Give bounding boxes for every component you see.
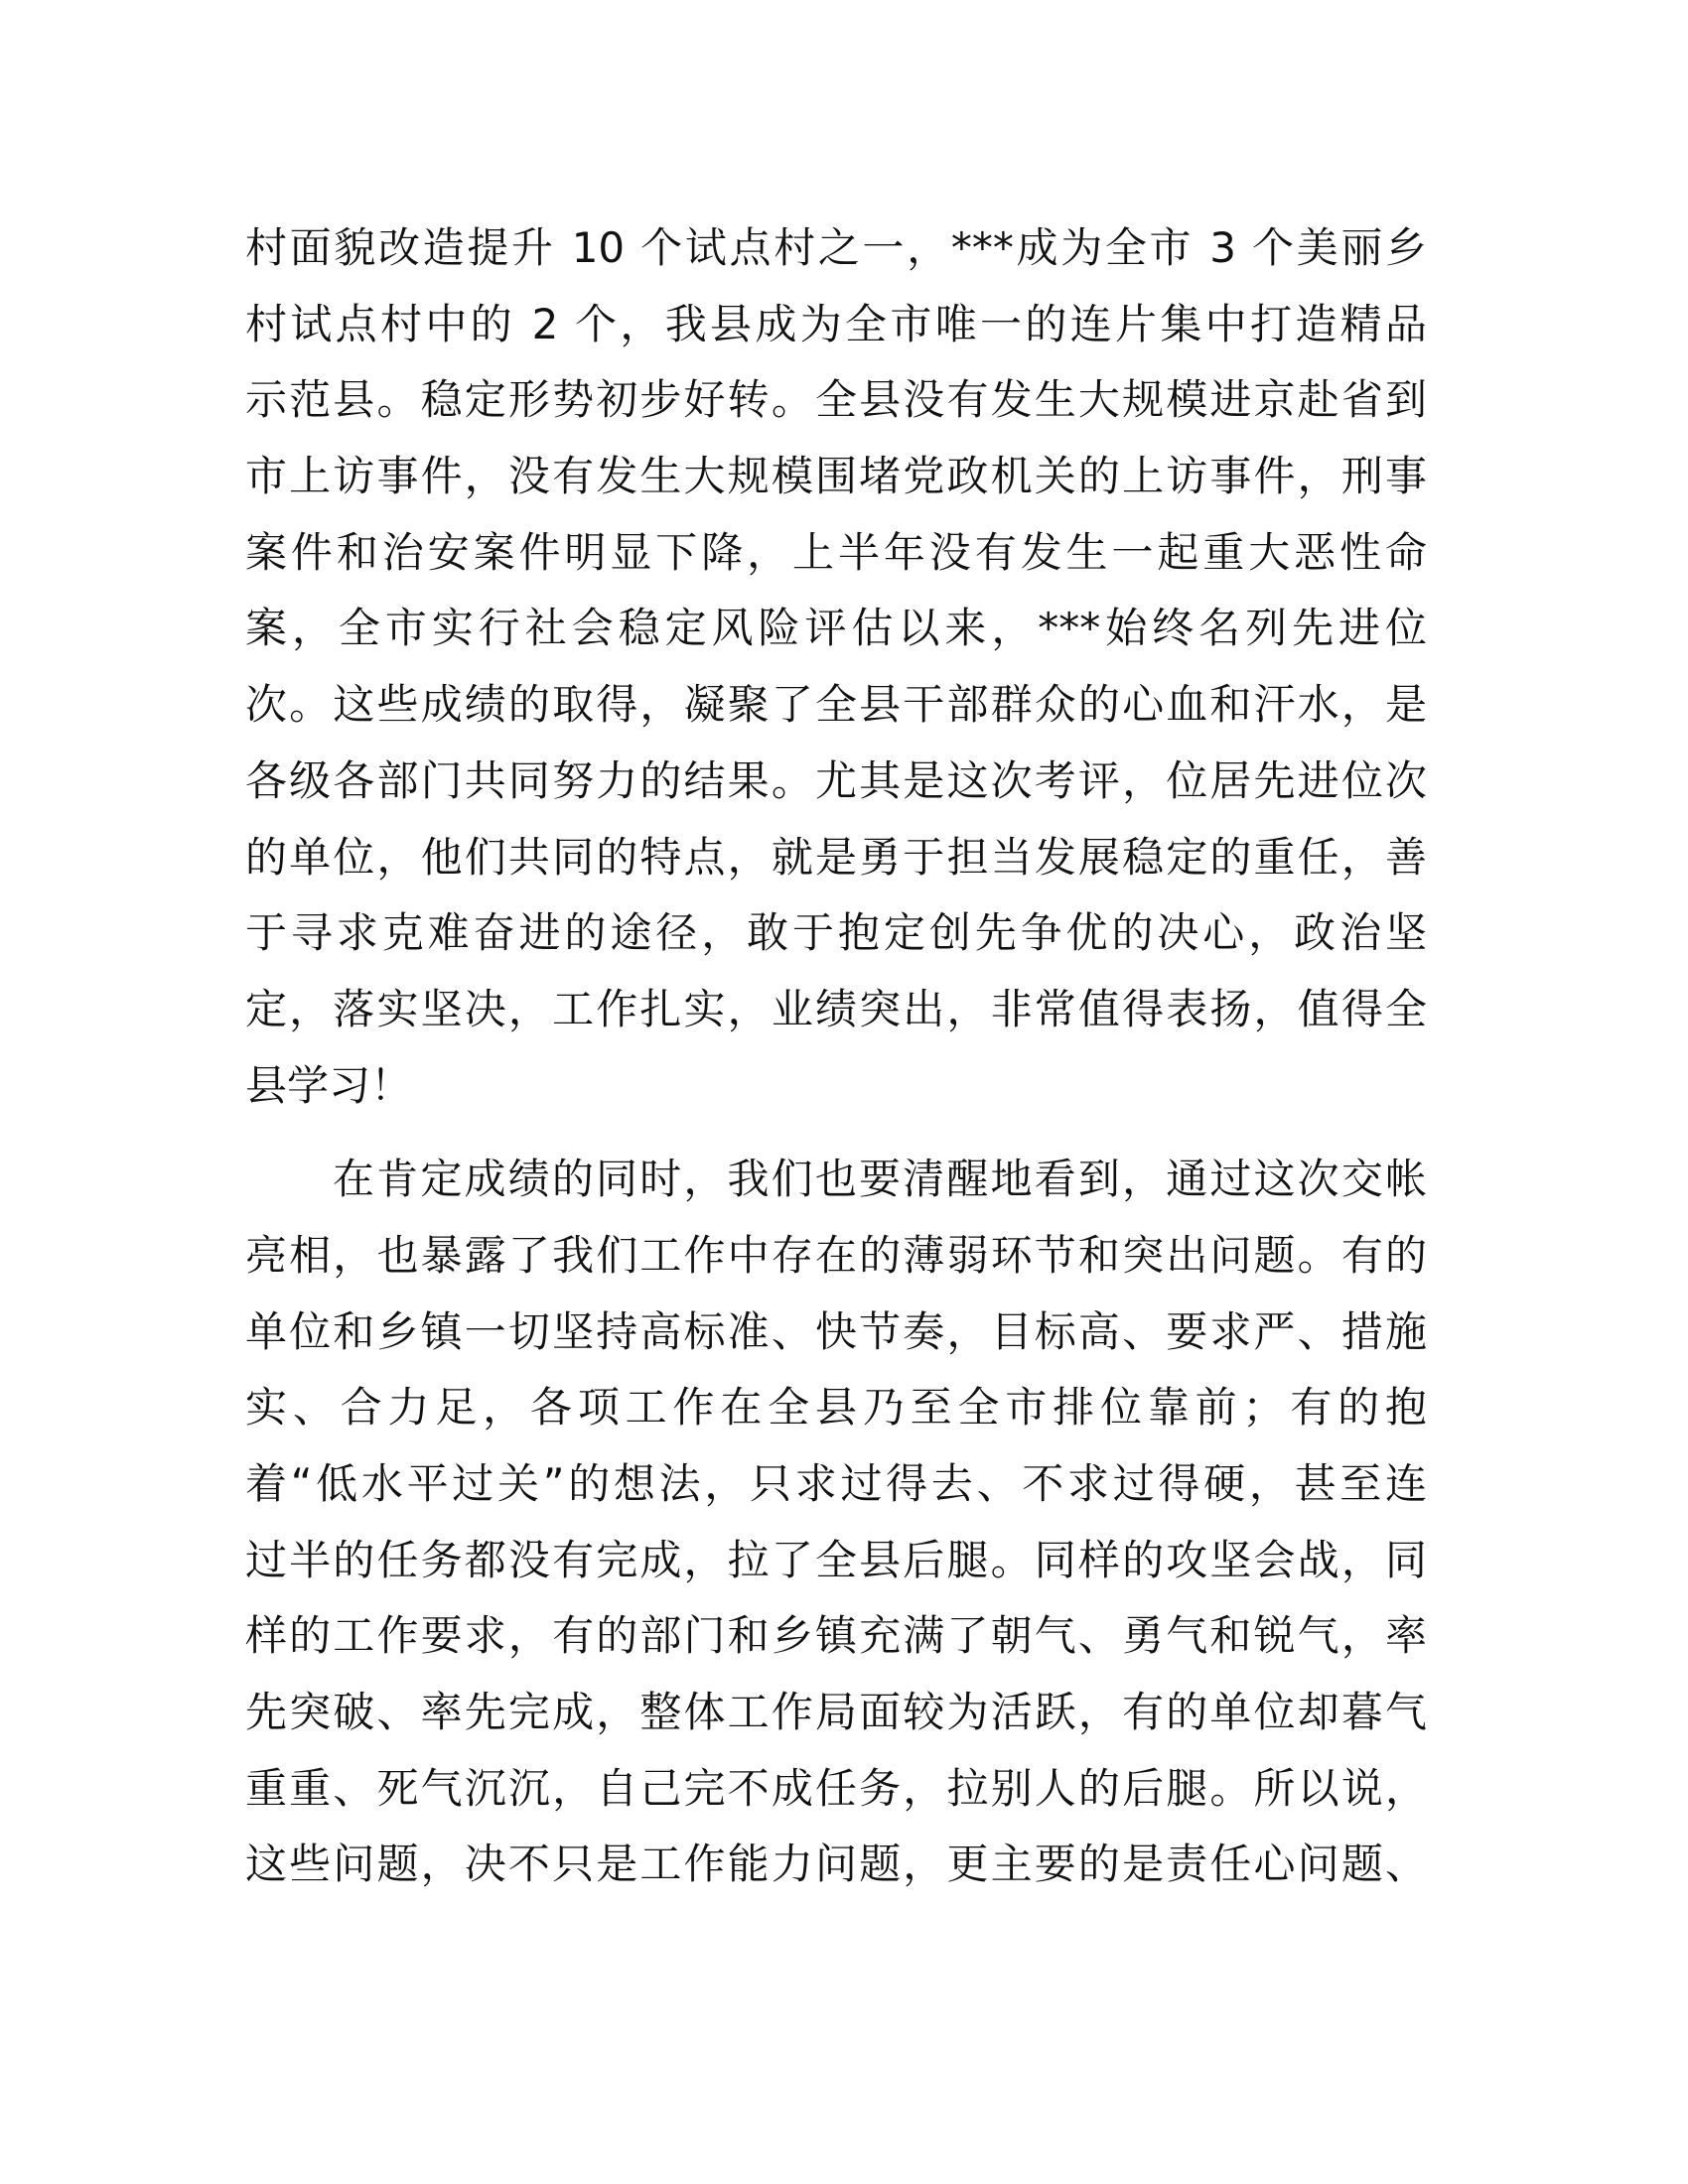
paragraph — [245, 1142, 1427, 1903]
text-line: 定，落实坚决，工作扎实，业绩突出，非常值得表扬，值得全 — [245, 984, 1427, 1033]
text-line: 市上访事件，没有发生大规模围堵党政机关的上访事件，刑事 — [245, 452, 1427, 501]
paragraph — [245, 210, 1427, 1124]
text-line: 案，全市实行社会稳定风险评估以来，***始终名列先进位 — [245, 604, 1427, 653]
text-line: 重重、死气沉沉，自己完不成任务，拉别人的后腿。所以说， — [245, 1763, 1427, 1813]
text-line: 着“低水平过关”的想法，只求过得去、不求过得硬，甚至连 — [245, 1459, 1427, 1508]
text-line: 单位和乡镇一切坚持高标准、快节奏，目标高、要求严、措施 — [245, 1306, 1427, 1356]
text-line: 县学习！ — [245, 1060, 413, 1110]
text-line: 亮相，也暴露了我们工作中存在的薄弱环节和突出问题。有的 — [245, 1230, 1427, 1280]
text-line: 过半的任务都没有完成，拉了全县后腿。同样的攻坚会战，同 — [245, 1535, 1427, 1584]
text-line: 村面貌改造提升 10 个试点村之一，***成为全市 3 个美丽乡 — [245, 223, 1427, 272]
text-line: 于寻求克难奋进的途径，敢于抱定创先争优的决心，政治坚 — [245, 908, 1427, 958]
text-line: 样的工作要求，有的部门和乡镇充满了朝气、勇气和锐气，率 — [245, 1611, 1427, 1661]
text-line: 这些问题，决不只是工作能力问题，更主要的是责任心问题、 — [245, 1840, 1427, 1889]
text-line: 先突破、率先完成，整体工作局面较为活跃，有的单位却暮气 — [245, 1688, 1427, 1737]
text-line: 示范县。稳定形势初步好转。全县没有发生大规模进京赴省到 — [245, 375, 1427, 425]
text-line: 案件和治安案件明显下降，上半年没有发生一起重大恶性命 — [245, 527, 1427, 577]
text-line: 次。这些成绩的取得，凝聚了全县干部群众的心血和汗水，是 — [245, 680, 1427, 730]
text-line: 实、合力足，各项工作在全县乃至全市排位靠前；有的抱 — [245, 1383, 1427, 1433]
text-line: 在肯定成绩的同时，我们也要清醒地看到，通过这次交帐 — [333, 1155, 1427, 1204]
text-line: 的单位，他们共同的特点，就是勇于担当发展稳定的重任，善 — [245, 832, 1427, 882]
document-body — [245, 210, 1427, 1921]
text-line: 各级各部门共同努力的结果。尤其是这次考评，位居先进位次 — [245, 755, 1427, 805]
text-line: 村试点村中的 2 个，我县成为全市唯一的连片集中打造精品 — [245, 299, 1427, 348]
